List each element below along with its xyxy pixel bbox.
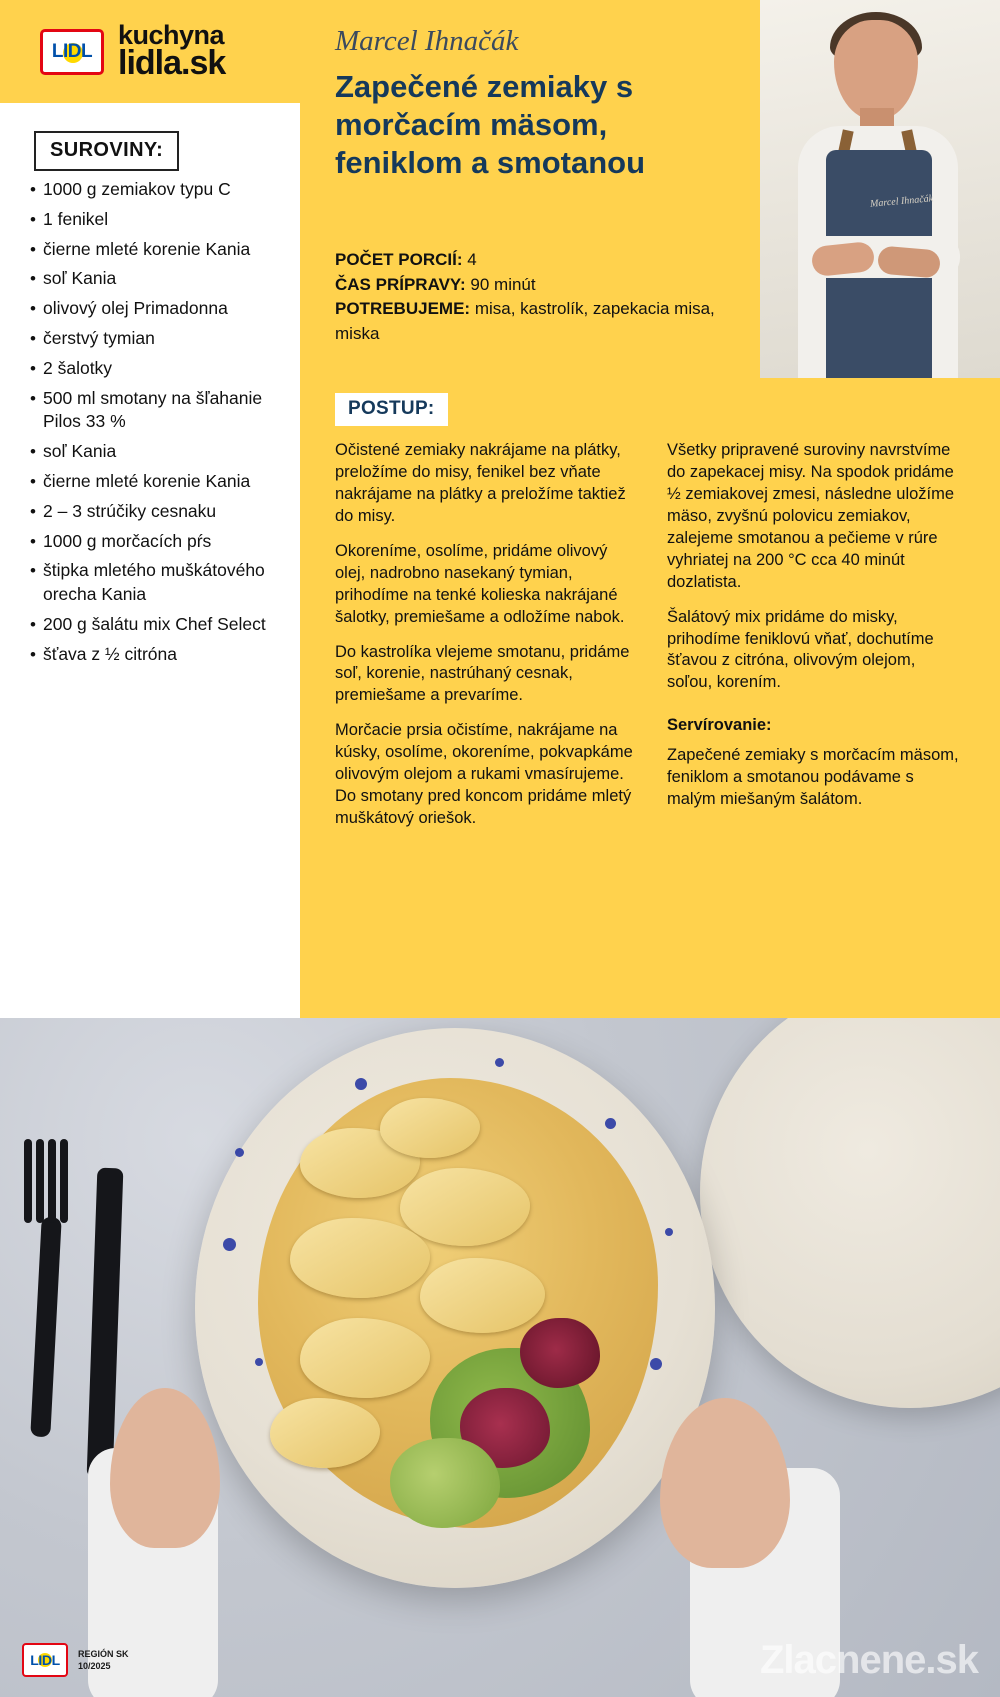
footer-region-line-2: 10/2025 <box>78 1661 111 1671</box>
procedure-step: Morčacie prsia očistíme, nakrájame na kúsky, osolíme, okoreníme, pokvapkáme olivovým olejom a rukami vmasírujeme. Do smotany pred koncom pridáme mletý muškátový oriešok. <box>335 721 633 828</box>
footer-region-info <box>78 1648 129 1672</box>
fork-handle <box>30 1217 61 1438</box>
plate-speck <box>235 1148 244 1157</box>
serving-heading: Servírovanie: <box>667 716 772 735</box>
time-label: ČAS PRÍPRAVY: <box>335 274 466 294</box>
list-item: • čierne mleté korenie Kania <box>28 238 288 262</box>
potato-slice <box>270 1398 380 1468</box>
list-item: • 1000 g zemiakov typu C <box>28 178 288 202</box>
plate-speck <box>255 1358 263 1366</box>
salad-leaves <box>390 1438 500 1528</box>
fork-tine <box>60 1139 68 1223</box>
list-item: • 2 – 3 strúčiky cesnaku <box>28 500 288 524</box>
potato-slice <box>380 1098 480 1158</box>
procedure-column-left <box>335 440 633 843</box>
ingredients-column <box>0 0 300 1018</box>
procedure-heading-box <box>335 393 448 426</box>
ingredients-list <box>28 178 288 673</box>
list-item: • olivový olej Primadonna <box>28 297 288 321</box>
ingredients-heading-box <box>34 131 179 171</box>
list-item: • 500 ml smotany na šľahanie Pilos 33 % <box>28 387 288 435</box>
list-item: • 1 fenikel <box>28 208 288 232</box>
portions-value: 4 <box>467 250 477 269</box>
list-item: • soľ Kania <box>28 267 288 291</box>
procedure-step: Všetky pripravené suroviny navrstvíme do zapekacej misy. Na spodok pridáme ½ zemiakovej zmesi, následne uložíme mäso, zvyšnú polovicu zemiakov, zalejeme smotanou a pečieme v rúre vyhriatej na 200 °C cca 40 minút dozlatista. <box>667 441 955 591</box>
portions-label: POČET PORCIÍ: <box>335 250 463 269</box>
list-item: • 200 g šalátu mix Chef Select <box>28 613 288 637</box>
serving-text: Zapečené zemiaky s morčacím mäsom, feniklom a smotanou podávame s malým miešaným šalátom. <box>667 746 959 809</box>
potato-slice <box>400 1168 530 1246</box>
plate-speck <box>665 1228 673 1236</box>
brand-header <box>0 0 300 103</box>
potato-slice <box>420 1258 545 1333</box>
lidl-logo-icon <box>40 29 104 75</box>
tools-value: misa, kastrolík, zapekacia misa, miska <box>335 299 715 343</box>
procedure-step: Do kastrolíka vlejeme smotanu, pridáme soľ, korenie, nastrúhaný cesnak, premiešame a prevaríme. <box>335 642 630 705</box>
plate-speck <box>223 1238 236 1251</box>
potato-slice <box>290 1218 430 1298</box>
list-item: • soľ Kania <box>28 440 288 464</box>
recipe-column <box>300 0 1000 1018</box>
chef-name: Marcel Ihnačák <box>335 25 519 57</box>
tools-label: POTREBUJEME: <box>335 299 471 319</box>
procedure-step: Očistené zemiaky nakrájame na plátky, preložíme do misy, fenikel bez vňate nakrájame na plátky a preložíme taktiež do misy. <box>335 441 626 525</box>
fork-tine <box>48 1139 56 1223</box>
list-item: • štipka mletého muškátového orecha Kania <box>28 559 288 607</box>
portions-row <box>335 248 755 273</box>
list-item: • čerstvý tymian <box>28 327 288 351</box>
fork-tine <box>24 1139 32 1223</box>
site-watermark: Zlacnene.sk <box>759 1638 978 1682</box>
lidl-logo-text: LIDL <box>51 40 93 62</box>
list-item: • 2 šalotky <box>28 357 288 381</box>
time-row <box>335 273 755 298</box>
lidl-footer-logo-text: LIDL <box>30 1652 60 1668</box>
dish-photo <box>0 1018 1000 1697</box>
procedure-step: Šalátový mix pridáme do misky, prihodíme feniklovú vňať, dochutíme šťavou z citróna, olivovým olejom, soľou, korením. <box>667 607 934 692</box>
plate-speck <box>355 1078 367 1090</box>
potato-slice <box>300 1318 430 1398</box>
list-item: • čierne mleté korenie Kania <box>28 470 288 494</box>
plate-speck <box>650 1358 662 1370</box>
tools-row <box>335 297 755 346</box>
procedure-heading: POSTUP: <box>348 398 435 419</box>
footer-region-line-1: REGIÓN SK <box>78 1648 129 1659</box>
list-item: • 1000 g morčacích pŕs <box>28 530 288 554</box>
procedure-columns <box>335 440 965 843</box>
ingredients-heading: SUROVINY: <box>50 139 164 161</box>
footer-brand <box>22 1643 129 1677</box>
radicchio-leaf <box>520 1318 600 1388</box>
recipe-meta <box>335 248 755 347</box>
kuchyna-line-1: kuchyna <box>118 20 225 51</box>
kuchyna-lidla-wordmark <box>118 20 226 83</box>
kuchyna-line-2: lidla.sk <box>118 44 226 83</box>
list-item: • šťava z ½ citróna <box>28 643 288 667</box>
chef-signature: Marcel Ihnačák <box>869 193 934 210</box>
plate-speck <box>605 1118 616 1129</box>
time-value: 90 minút <box>470 274 536 294</box>
lidl-footer-logo-icon <box>22 1643 68 1677</box>
plate-speck <box>495 1058 504 1067</box>
procedure-column-right <box>667 440 965 843</box>
procedure-step: Okoreníme, osolíme, pridáme olivový olej, nadrobno nasekaný tymian, prihodíme na tenké kolieska nakrájané šalotky, premiešame a odložíme nabok. <box>335 541 625 626</box>
chef-portrait-photo <box>760 0 1000 378</box>
chef-forearm-right <box>877 245 941 278</box>
page-title: Zapečené zemiaky s morčacím mäsom, feniklom a smotanou <box>335 69 646 180</box>
fork-icon <box>20 1133 72 1433</box>
fork-tine <box>36 1139 44 1223</box>
